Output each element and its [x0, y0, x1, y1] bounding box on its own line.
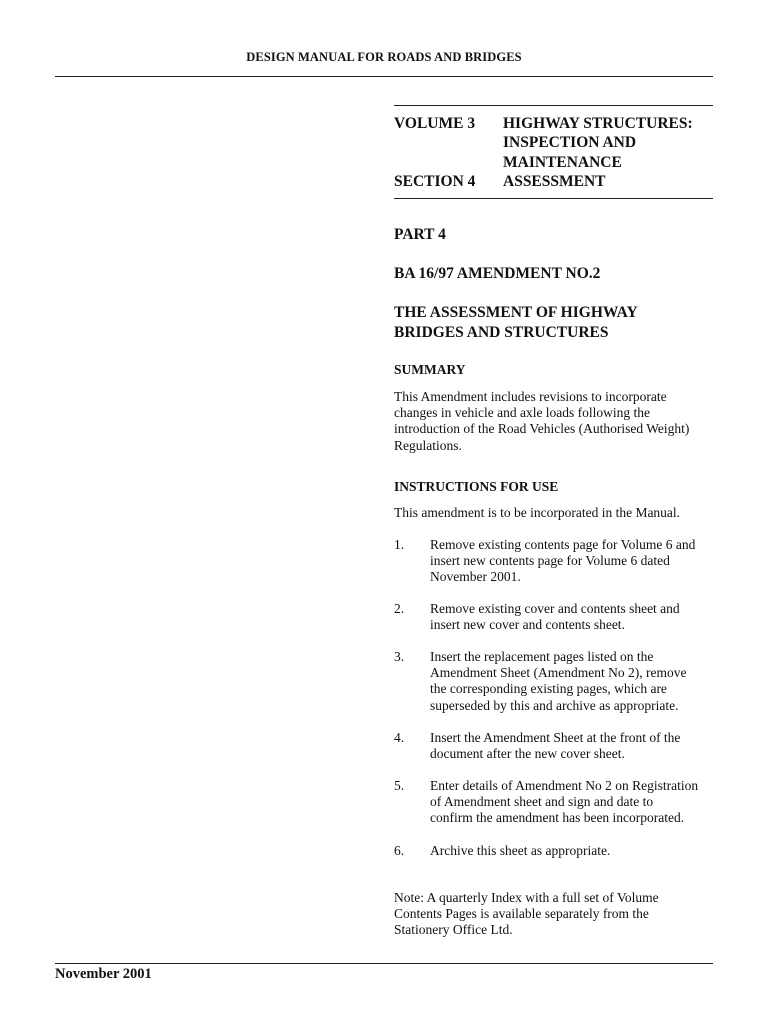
note-line: Note: A quarterly Index with a full set of Volume	[394, 890, 659, 905]
document-title-line: BRIDGES AND STRUCTURES	[394, 323, 609, 341]
summary-line: introduction of the Road Vehicles (Authorised Weight)	[394, 421, 690, 437]
instruction-line: document after the new cover sheet.	[430, 746, 625, 762]
instruction-line: insert new cover and contents sheet.	[430, 617, 625, 633]
summary-line: Regulations.	[394, 437, 462, 453]
instructions-heading: INSTRUCTIONS FOR USE	[394, 479, 559, 494]
section-row	[394, 172, 714, 191]
instruction-number: 3.	[394, 649, 405, 664]
instruction-line: Insert the replacement pages listed on the	[430, 649, 654, 664]
header-rule	[55, 76, 713, 77]
running-header: DESIGN MANUAL FOR ROADS AND BRIDGES	[246, 50, 522, 64]
instruction-text	[430, 778, 716, 827]
instruction-text	[430, 649, 716, 714]
instruction-text	[430, 843, 716, 859]
volume-label: VOLUME 3	[394, 115, 476, 132]
instruction-text	[430, 601, 716, 633]
document-title	[394, 303, 716, 342]
summary-text	[394, 389, 716, 454]
note-line: Contents Pages is available separately from the	[394, 906, 649, 922]
instruction-text	[430, 537, 716, 586]
instructions-intro: This amendment is to be incorporated in the Manual.	[394, 505, 681, 520]
instruction-line: of Amendment sheet and sign and date to	[430, 794, 654, 810]
instruction-item	[394, 778, 716, 827]
instruction-line: Archive this sheet as appropriate.	[430, 843, 611, 858]
instruction-number: 4.	[394, 730, 405, 745]
volume-title-line: MAINTENANCE	[503, 153, 622, 171]
section-title: ASSESSMENT	[503, 172, 606, 190]
instruction-number: 6.	[394, 843, 405, 858]
instruction-line: Enter details of Amendment No 2 on Registration	[430, 778, 699, 793]
instruction-number: 2.	[394, 601, 405, 616]
instruction-line: Insert the Amendment Sheet at the front of the	[430, 730, 681, 745]
note-text	[394, 890, 716, 939]
volume-block	[394, 114, 714, 191]
instruction-line: November 2001.	[430, 569, 521, 585]
document-title-line: THE ASSESSMENT OF HIGHWAY	[394, 304, 638, 321]
instruction-item	[394, 730, 716, 762]
instruction-item	[394, 843, 716, 859]
instruction-number: 5.	[394, 778, 405, 793]
volume-block-bottom-rule	[394, 198, 713, 199]
instruction-text	[430, 730, 716, 762]
summary-heading: SUMMARY	[394, 362, 466, 377]
footer-date: November 2001	[55, 966, 152, 982]
instruction-item	[394, 537, 716, 586]
instruction-item	[394, 601, 716, 633]
instruction-line: insert new contents page for Volume 6 dated	[430, 553, 670, 569]
instruction-item	[394, 649, 716, 714]
volume-block-top-rule	[394, 105, 713, 106]
document-reference: BA 16/97 AMENDMENT NO.2	[394, 265, 601, 282]
volume-row	[394, 114, 714, 172]
instruction-line: the corresponding existing pages, which are	[430, 681, 667, 697]
summary-line: changes in vehicle and axle loads following the	[394, 405, 651, 421]
instruction-line: Amendment Sheet (Amendment No 2), remove	[430, 665, 687, 681]
instruction-line: confirm the amendment has been incorporated.	[430, 810, 685, 826]
summary-line: This Amendment includes revisions to incorporate	[394, 389, 667, 404]
instruction-number: 1.	[394, 537, 405, 552]
part-heading: PART 4	[394, 226, 446, 243]
instruction-line: superseded by this and archive as appropriate.	[430, 697, 679, 713]
footer-rule	[55, 963, 713, 964]
instruction-line: Remove existing contents page for Volume 6 and	[430, 537, 696, 552]
instruction-line: Remove existing cover and contents sheet and	[430, 601, 680, 616]
note-line: Stationery Office Ltd.	[394, 922, 513, 938]
volume-title-line: HIGHWAY STRUCTURES:	[503, 115, 693, 132]
volume-title-line: INSPECTION AND	[503, 134, 637, 152]
section-label: SECTION 4	[394, 172, 476, 190]
volume-title	[503, 114, 714, 172]
